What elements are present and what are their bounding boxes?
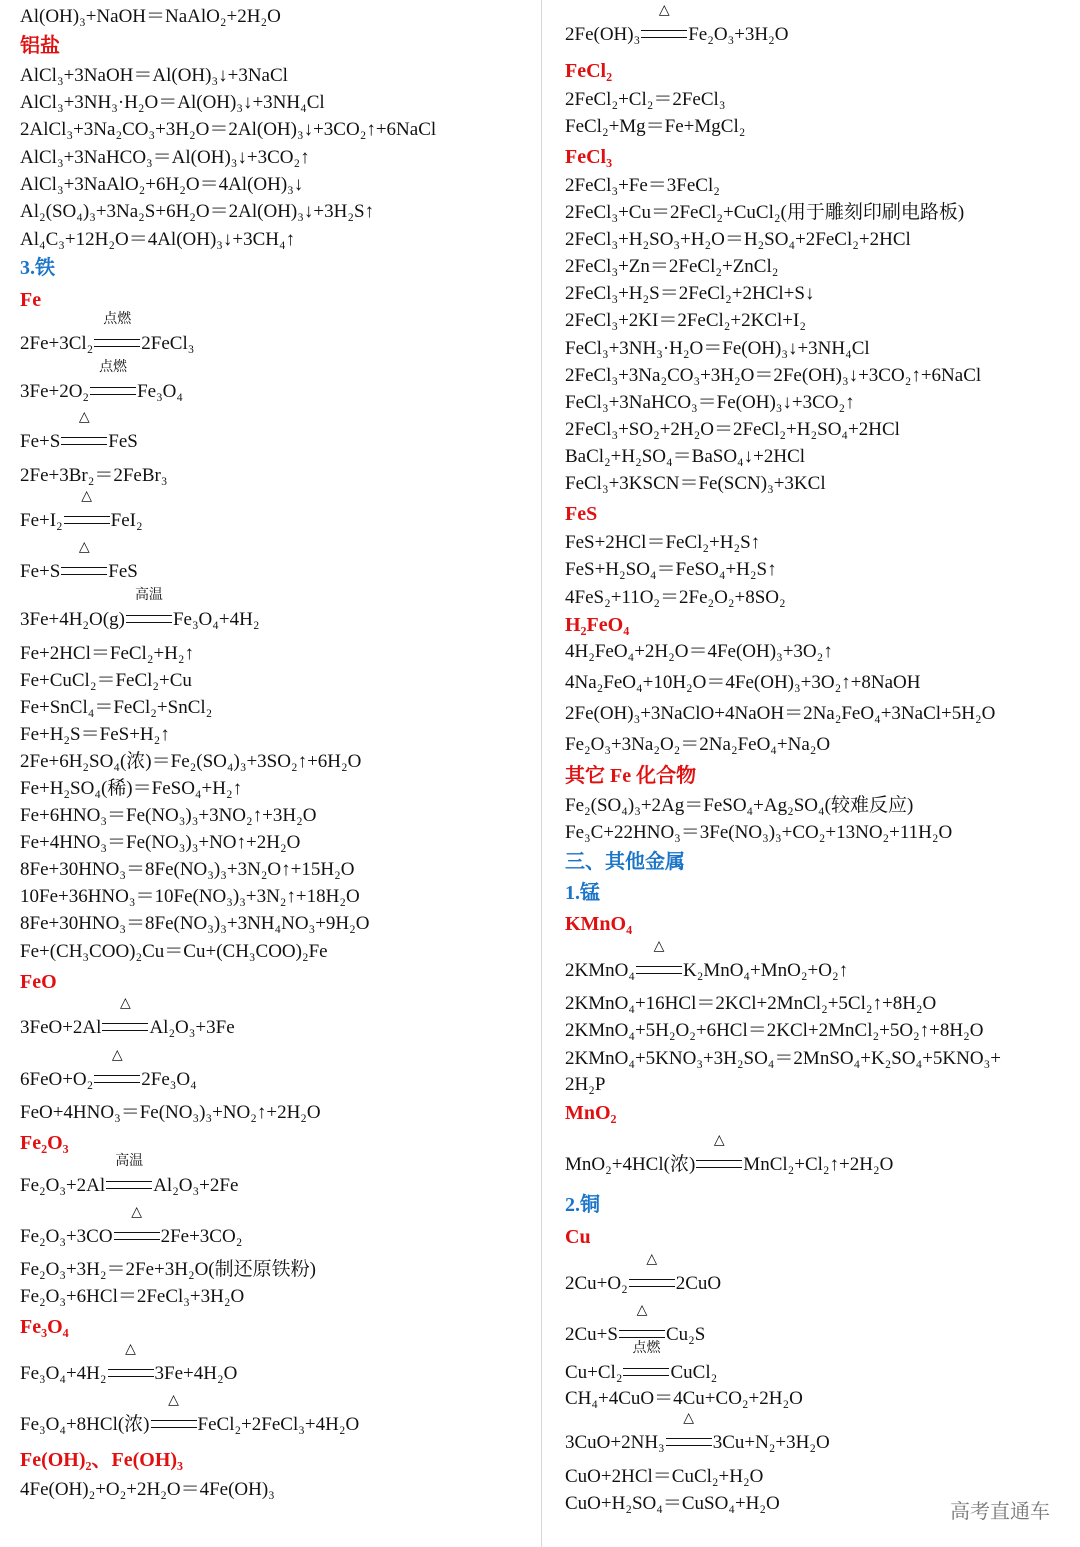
equation-conditional — [565, 1341, 718, 1385]
equation: Al₂(SO₄)₃+3Na₂S+6H₂O＝2Al(OH)₃↓+3H₂S↑ — [20, 201, 375, 222]
reactants: 2KMnO₄ — [565, 960, 635, 981]
products: CuCl₂ — [670, 1362, 718, 1383]
watermark: 高考直通车 — [950, 1499, 1050, 1523]
reactants: 3FeO+2Al — [20, 1017, 102, 1038]
equation-conditional — [565, 1252, 722, 1296]
equation: 2FeCl₃+H₂S＝2FeCl₂+2HCl+S↓ — [565, 283, 815, 304]
equation-conditional — [20, 1342, 238, 1386]
equation: 2FeCl₃+3Na₂CO₃+3H₂O＝2Fe(OH)₃↓+3CO₂↑+6NaCl — [565, 365, 982, 386]
reactants: Fe₃O₄+4H₂ — [20, 1363, 107, 1384]
products: Fe₃O₄+4H₂ — [172, 609, 260, 630]
equation: Fe+4HNO₃＝Fe(NO₃)₃+NO↑+2H₂O — [20, 832, 301, 853]
equals-bars — [90, 387, 136, 395]
equation: Fe+H₂SO₄(稀)＝FeSO₄+H₂↑ — [20, 778, 243, 799]
equation: 2FeCl₃+Zn＝2FeCl₂+ZnCl₂ — [565, 256, 779, 277]
reactants: Fe+I₂ — [20, 510, 63, 531]
equation-conditional — [20, 1205, 243, 1249]
equals-bars — [126, 615, 172, 623]
reactants: Fe₂O₃+3CO — [20, 1226, 113, 1247]
equation: Fe+SnCl₄＝FeCl₂+SnCl₂ — [20, 697, 213, 718]
equation: Fe₂(SO₄)₃+2Ag＝FeSO₄+Ag₂SO₄(较难反应) — [565, 795, 914, 816]
reactants: Fe+S — [20, 431, 61, 452]
equals-bars — [114, 1232, 160, 1240]
products: K₂MnO₄+MnO₂+O₂↑ — [682, 960, 849, 981]
equation-conditional — [20, 540, 138, 584]
reaction-condition: △ — [646, 1252, 658, 1267]
equals-bars — [94, 1075, 140, 1083]
condition-sign — [636, 939, 682, 983]
equation: FeS+2HCl＝FeCl₂+H₂S↑ — [565, 532, 761, 553]
section-heading: 2.铜 — [565, 1194, 600, 1216]
section-heading: 1.锰 — [565, 882, 600, 904]
reaction-condition: △ — [636, 1303, 648, 1318]
reaction-condition: △ — [658, 3, 670, 18]
reactants: 3CuO+2NH₃ — [565, 1432, 665, 1453]
equation: 8Fe+30HNO₃＝8Fe(NO₃)₃+3NH₄NO₃+9H₂O — [20, 913, 370, 934]
products: MnCl₂+Cl₂↑+2H₂O — [743, 1154, 894, 1175]
equation: 2KMnO₄+5KNO₃+3H₂SO₄＝2MnSO₄+K₂SO₄+5KNO₃+ — [565, 1048, 1001, 1069]
condition-sign — [126, 588, 172, 632]
equation: 8Fe+30HNO₃＝8Fe(NO₃)₃+3N₂O↑+15H₂O — [20, 859, 355, 880]
reaction-condition: 点燃 — [99, 360, 128, 375]
equals-bars — [94, 339, 140, 347]
equals-bars — [641, 30, 687, 38]
equation: CuO+H₂SO₄＝CuSO₄+H₂O — [565, 1493, 780, 1514]
equation: 2KMnO₄+16HCl＝2KCl+2MnCl₂+5Cl₂↑+8H₂O — [565, 993, 937, 1014]
products: 2Fe₃O₄ — [141, 1069, 197, 1090]
reactants: 3Fe+2O₂ — [20, 381, 90, 402]
compound-heading: 铝盐 — [20, 35, 60, 57]
equation: 2AlCl₃+3Na₂CO₃+3H₂O＝2Al(OH)₃↓+3CO₂↑+6NaCl — [20, 119, 437, 140]
products: Cu₂S — [665, 1324, 706, 1345]
equals-bars — [102, 1023, 148, 1031]
condition-sign — [90, 360, 136, 404]
equals-bars — [636, 966, 682, 974]
equals-bars — [61, 567, 107, 575]
reaction-condition: 点燃 — [632, 1341, 661, 1356]
reactants: 2Cu+O₂ — [565, 1273, 628, 1294]
products: Al₂O₃+2Fe — [153, 1175, 239, 1196]
products: FeI₂ — [110, 510, 143, 531]
compound-heading: Cu — [565, 1226, 591, 1248]
equation: BaCl₂+H₂SO₄＝BaSO₄↓+2HCl — [565, 446, 806, 467]
equation: 2Fe+3Br₂＝2FeBr₃ — [20, 465, 168, 486]
equation-conditional — [20, 1154, 239, 1198]
reaction-condition: △ — [683, 1411, 695, 1426]
equals-bars — [623, 1368, 669, 1376]
equation: Fe+(CH₃COO)₂Cu＝Cu+(CH₃COO)₂Fe — [20, 941, 328, 962]
reaction-condition: △ — [168, 1393, 179, 1408]
equals-bars — [696, 1160, 742, 1168]
condition-sign — [94, 312, 140, 356]
condition-sign — [94, 1048, 140, 1092]
reactants: Fe₂O₃+2Al — [20, 1175, 106, 1196]
compound-heading: H₂FeO₄ — [565, 614, 630, 636]
equation: Fe₂O₃+3Na₂O₂＝2Na₂FeO₄+Na₂O — [565, 734, 831, 755]
reaction-condition: 高温 — [115, 1154, 144, 1169]
equation-conditional — [20, 588, 260, 632]
equation: Al₄C₃+12H₂O＝4Al(OH)₃↓+3CH₄↑ — [20, 229, 296, 250]
equation: FeCl₂+Mg＝Fe+MgCl₂ — [565, 116, 746, 137]
equation-conditional — [565, 3, 789, 47]
products: 3Fe+4H₂O — [154, 1363, 238, 1384]
equation: AlCl₃+3NaAlO₂+6H₂O＝4Al(OH)₃↓ — [20, 174, 304, 195]
reactants: Cu+Cl₂ — [565, 1362, 623, 1383]
equation: 2FeCl₂+Cl₂＝2FeCl₃ — [565, 89, 726, 110]
products: 2CuO — [675, 1273, 722, 1294]
equation: 4Fe(OH)₂+O₂+2H₂O＝4Fe(OH)₃ — [20, 1479, 275, 1500]
equation: 2FeCl₃+SO₂+2H₂O＝2FeCl₂+H₂SO₄+2HCl — [565, 419, 900, 440]
equation: AlCl₃+3NH₃·H₂O＝Al(OH)₃↓+3NH₄Cl — [20, 92, 325, 113]
equation: 2FeCl₃+H₂SO₃+H₂O＝H₂SO₄+2FeCl₂+2HCl — [565, 229, 911, 250]
reaction-condition: △ — [111, 1048, 123, 1063]
equation-conditional — [20, 360, 184, 404]
reaction-condition: △ — [713, 1133, 725, 1148]
compound-heading: Fe(OH)₂、Fe(OH)₃ — [20, 1449, 184, 1471]
condition-sign — [102, 996, 148, 1040]
products: FeCl₂+2FeCl₃+4H₂O — [197, 1414, 360, 1435]
reaction-condition: △ — [131, 1205, 142, 1220]
reactants: 2Cu+S — [565, 1324, 618, 1345]
reaction-condition: 高温 — [134, 588, 163, 603]
reaction-condition: △ — [78, 410, 90, 425]
reactants: Fe₃O₄+8HCl(浓) — [20, 1414, 150, 1435]
reaction-condition: △ — [120, 996, 131, 1011]
equation: Fe₂O₃+3H₂＝2Fe+3H₂O(制还原铁粉) — [20, 1259, 316, 1280]
products: Fe₂O₃+3H₂O — [688, 24, 789, 45]
compound-heading: Fe — [20, 289, 42, 311]
equation: FeCl₃+3NaHCO₃＝Fe(OH)₃↓+3CO₂↑ — [565, 392, 855, 413]
compound-heading: FeS — [565, 503, 598, 525]
equation: Al(OH)₃+NaOH＝NaAlO₂+2H₂O — [20, 6, 281, 27]
condition-sign — [61, 410, 107, 454]
equation-conditional — [20, 1393, 360, 1437]
equals-bars — [108, 1369, 154, 1377]
reaction-condition: △ — [125, 1342, 136, 1357]
section-heading: 三、其他金属 — [565, 851, 685, 873]
compound-heading: Fe₃O₄ — [20, 1316, 69, 1338]
equation: 2Fe(OH)₃+3NaClO+4NaOH＝2Na₂FeO₄+3NaCl+5H₂O — [565, 703, 996, 724]
condition-sign — [696, 1133, 742, 1177]
equation-conditional — [20, 410, 138, 454]
products: 3Cu+N₂+3H₂O — [712, 1432, 830, 1453]
equation: 10Fe+36HNO₃＝10Fe(NO₃)₃+3N₂↑+18H₂O — [20, 886, 360, 907]
equation: 2FeCl₃+Fe＝3FeCl₂ — [565, 175, 720, 196]
equation: AlCl₃+3NaOH＝Al(OH)₃↓+3NaCl — [20, 65, 288, 86]
products: Al₂O₃+3Fe — [149, 1017, 235, 1038]
equation-conditional — [565, 1133, 894, 1177]
equation: FeCl₃+3KSCN＝Fe(SCN)₃+3KCl — [565, 473, 826, 494]
equals-bars — [64, 516, 110, 524]
equation-conditional — [565, 939, 849, 983]
reactants: MnO₂+4HCl(浓) — [565, 1154, 696, 1175]
compound-heading: KMnO₄ — [565, 913, 633, 935]
reactants: Fe+S — [20, 561, 61, 582]
reaction-condition: △ — [78, 540, 90, 555]
equation: AlCl₃+3NaHCO₃＝Al(OH)₃↓+3CO₂↑ — [20, 147, 310, 168]
reaction-condition: △ — [81, 489, 93, 504]
equation: 2H₂P — [565, 1074, 606, 1095]
compound-heading: MnO₂ — [565, 1102, 617, 1124]
equation: Fe+H₂S＝FeS+H₂↑ — [20, 724, 170, 745]
reaction-condition: △ — [653, 939, 665, 954]
equals-bars — [106, 1181, 152, 1189]
products: 2Fe+3CO₂ — [160, 1226, 243, 1247]
condition-sign — [629, 1252, 675, 1296]
equation: CH₄+4CuO＝4Cu+CO₂+2H₂O — [565, 1388, 803, 1409]
equation: 2FeCl₃+2KI＝2FeCl₂+2KCl+I₂ — [565, 310, 806, 331]
compound-heading: 其它 Fe 化合物 — [565, 765, 697, 787]
equation-conditional — [20, 1048, 197, 1092]
equation: Fe₃C+22HNO₃＝3Fe(NO₃)₃+CO₂+13NO₂+11H₂O — [565, 822, 953, 843]
condition-sign — [114, 1205, 160, 1249]
condition-sign — [64, 489, 110, 533]
compound-heading: FeCl₂ — [565, 60, 613, 82]
equation: CuO+2HCl＝CuCl₂+H₂O — [565, 1466, 764, 1487]
equals-bars — [619, 1330, 665, 1338]
reactants: 2Fe(OH)₃ — [565, 24, 641, 45]
products: FeS — [108, 561, 138, 582]
equals-bars — [629, 1279, 675, 1287]
equation-conditional — [20, 996, 235, 1040]
equation-conditional — [20, 312, 195, 356]
equation: FeS+H₂SO₄＝FeSO₄+H₂S↑ — [565, 559, 777, 580]
equation: Fe+2HCl＝FeCl₂+H₂↑ — [20, 643, 195, 664]
equation: 4Na₂FeO₄+10H₂O＝4Fe(OH)₃+3O₂↑+8NaOH — [565, 672, 921, 693]
equation: 4H₂FeO₄+2H₂O＝4Fe(OH)₃+3O₂↑ — [565, 641, 833, 662]
condition-sign — [106, 1154, 152, 1198]
products: Fe₃O₄ — [137, 381, 184, 402]
condition-sign — [666, 1411, 712, 1455]
reactants: 3Fe+4H₂O(g) — [20, 609, 125, 630]
condition-sign — [623, 1341, 669, 1385]
equation: Fe₂O₃+6HCl＝2FeCl₃+3H₂O — [20, 1286, 245, 1307]
reactants: 2Fe+3Cl₂ — [20, 333, 94, 354]
condition-sign — [151, 1393, 197, 1437]
products: 2FeCl₃ — [141, 333, 195, 354]
equation-conditional — [20, 489, 143, 533]
equation: FeCl₃+3NH₃·H₂O＝Fe(OH)₃↓+3NH₄Cl — [565, 338, 870, 359]
equals-bars — [61, 437, 107, 445]
condition-sign — [108, 1342, 154, 1386]
products: FeS — [108, 431, 138, 452]
reactants: 6FeO+O₂ — [20, 1069, 94, 1090]
equation-conditional — [565, 1411, 830, 1455]
condition-sign — [61, 540, 107, 584]
equation: 4FeS₂+11O₂＝2Fe₂O₂+8SO₂ — [565, 587, 786, 608]
equation: Fe+CuCl₂＝FeCl₂+Cu — [20, 670, 192, 691]
equation: 2Fe+6H₂SO₄(浓)＝Fe₂(SO₄)₃+3SO₂↑+6H₂O — [20, 751, 362, 772]
equals-bars — [151, 1420, 197, 1428]
equation: FeO+4HNO₃＝Fe(NO₃)₃+NO₂↑+2H₂O — [20, 1102, 321, 1123]
equation: Fe+6HNO₃＝Fe(NO₃)₃+3NO₂↑+3H₂O — [20, 805, 317, 826]
condition-sign — [641, 3, 687, 47]
section-heading: 3.铁 — [20, 257, 55, 279]
column-divider — [541, 0, 542, 1547]
equation: 2KMnO₄+5H₂O₂+6HCl＝2KCl+2MnCl₂+5O₂↑+8H₂O — [565, 1020, 984, 1041]
compound-heading: Fe₂O₃ — [20, 1132, 69, 1154]
compound-heading: FeO — [20, 971, 57, 993]
compound-heading: FeCl₃ — [565, 146, 613, 168]
equation: 2FeCl₃+Cu＝2FeCl₂+CuCl₂(用于雕刻印刷电路板) — [565, 202, 965, 223]
equals-bars — [666, 1438, 712, 1446]
reaction-condition: 点燃 — [103, 312, 132, 327]
